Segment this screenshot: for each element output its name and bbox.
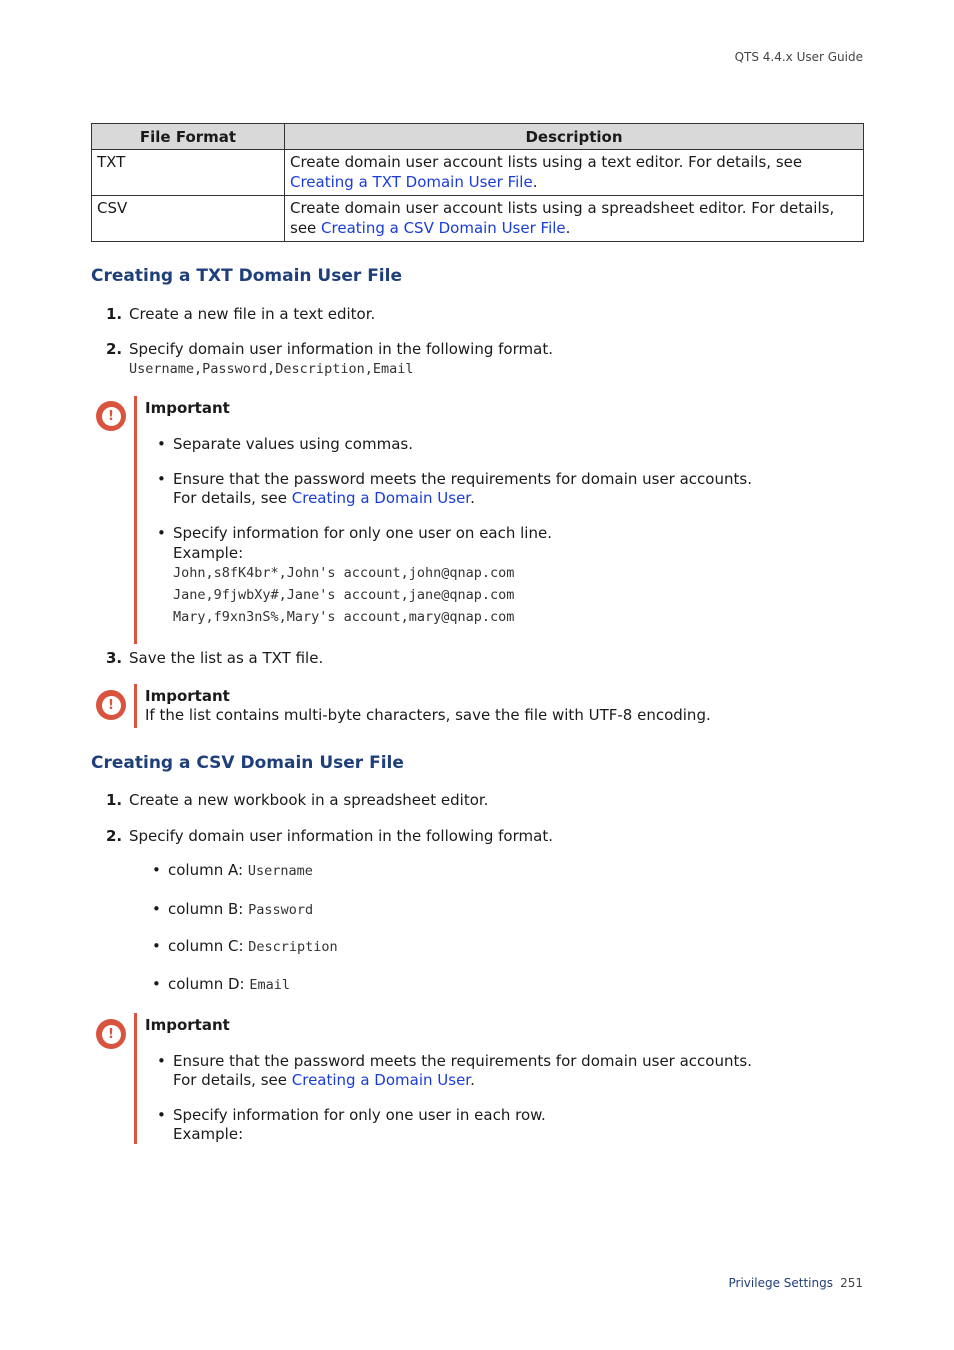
list-item-details: For details, see Creating a Domain User. [173,1071,475,1089]
bullet: • [152,900,161,918]
important-title: Important [145,1016,230,1034]
bullet: • [152,861,161,879]
table-header-format: File Format [92,124,285,150]
format-code: Username,Password,Description,Email [129,361,414,377]
bullet: • [157,1106,166,1124]
example-label: Example: [173,544,244,562]
table-row [92,196,864,242]
bullet: • [152,937,161,955]
table-header-description: Description [285,124,864,150]
section-title-csv: Creating a CSV Domain User File [91,753,404,773]
important-bar [134,684,137,728]
link-csv-section[interactable]: Creating a CSV Domain User File [321,219,566,237]
example-code-line: John,s8fK4br*,John's account,john@qnap.com [173,565,515,581]
footer-section-title: Privilege Settings [728,1276,833,1290]
table-cell-description: Create domain user account lists using a text editor. For details, see Creating a TXT Domain User File. [285,150,864,196]
bullet: • [157,435,166,453]
section-title-txt: Creating a TXT Domain User File [91,266,402,286]
link-creating-domain-user[interactable]: Creating a Domain User [291,489,471,507]
list-item-details: For details, see Creating a Domain User. [173,489,475,507]
bullet: • [157,470,166,488]
example-code-line: Mary,f9xn3nS%,Mary's account,mary@qnap.com [173,609,515,625]
bullet: • [157,524,166,542]
table-cell-format: TXT [92,150,285,196]
table-row [92,150,864,196]
important-title: Important [145,687,230,705]
running-header: QTS 4.4.x User Guide [734,50,863,64]
example-label: Example: [173,1125,244,1143]
file-format-table [91,123,864,242]
exclamation-circle-icon: ! [96,690,126,720]
table-cell-description: Create domain user account lists using a spreadsheet editor. For details, see Creating a CSV Domain User File. [285,196,864,242]
bullet: • [157,1052,166,1070]
exclamation-circle-icon: ! [96,1019,126,1049]
important-bar [134,396,137,644]
table-cell-format: CSV [92,196,285,242]
bullet: • [152,975,161,993]
important-title: Important [145,399,230,417]
important-bar [134,1013,137,1144]
link-txt-section[interactable]: Creating a TXT Domain User File [290,173,533,191]
important-text: If the list contains multi-byte characters, save the file with UTF-8 encoding. [145,706,711,724]
exclamation-circle-icon: ! [96,401,126,431]
example-code-line: Jane,9fjwbXy#,Jane's account,jane@qnap.com [173,587,515,603]
link-creating-domain-user[interactable]: Creating a Domain User [291,1071,471,1089]
page-number: 251 [840,1276,863,1290]
